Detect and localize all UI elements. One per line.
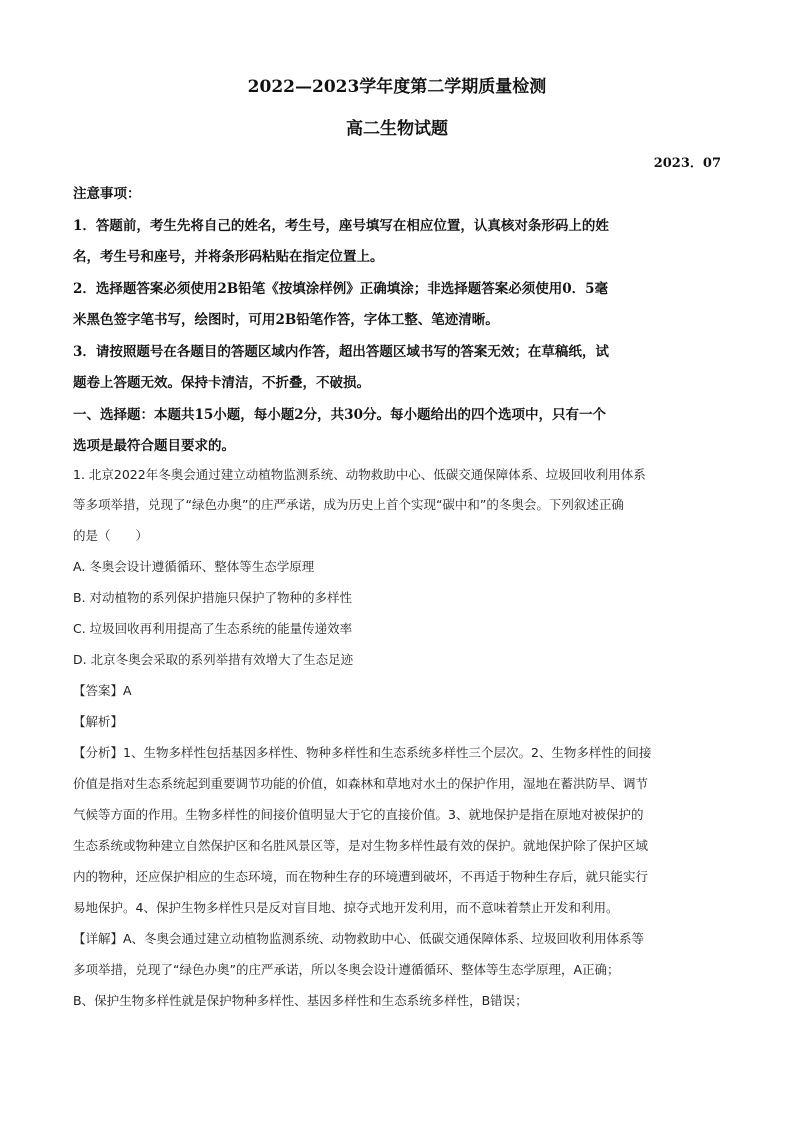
explanation-line: 价值是指对生态系统起到重要调节功能的价值，如森林和草地对水土的保护作用，湿地在蓄洪防旱、调节	[73, 776, 649, 791]
option-a: A. 冬奥会设计遵循循环、整体等生态学原理	[73, 559, 315, 574]
notice-line: 名，考生号和座号，并将条形码粘贴在指定位置上。	[73, 249, 384, 265]
question-stem: 等多项举措，兑现了“绿色办奥”的庄严承诺，成为历史上首个实现“碳中和”的冬奥会。下列叙述正确	[73, 497, 624, 512]
notice-line: 米黑色签字笔书写，绘图时，可用2B铅笔作答，字体工整、笔迹清晰。	[73, 312, 499, 328]
explanation-line: 气候等方面的作用。生物多样性的间接价值明显大于它的直接价值。3、就地保护是指在原地对被保护的	[73, 807, 644, 822]
section-heading: 选项是最符合题目要求的。	[73, 438, 235, 454]
explanation-line: 易地保护。4、保护生物多样性只是反对盲目地、掠夺式地开发利用，而不意味着禁止开发和利用。	[73, 900, 619, 915]
notice-line: 2．选择题答案必须使用2B铅笔《按填涂样例》正确填涂；非选择题答案必须使用0．5毫	[73, 281, 608, 297]
exam-date: 2023．07	[653, 156, 721, 171]
option-b: B. 对动植物的系列保护措施只保护了物种的多样性	[73, 590, 353, 605]
explanation-line: 生态系统或物种建立自然保护区和名胜风景区等，是对生物多样性最有效的保护。就地保护除了保护区域	[73, 838, 649, 853]
notice-line: 3．请按照题号在各题目的答题区域内作答，超出答题区域书写的答案无效；在草稿纸，试	[73, 344, 609, 360]
detail-line: 多项举措，兑现了“绿色办奥”的庄严承诺，所以冬奥会设计遵循循环、整体等生态学原理，A正确；	[73, 962, 620, 977]
exam-title: 2022—2023学年度第二学期质量检测	[247, 77, 547, 97]
analysis-label: 【解析】	[73, 714, 124, 729]
explanation-line: 内的物种，还应保护相应的生态环境，而在物种生存的环境遭到破坏，不再适于物种生存后，就只能实行	[73, 869, 649, 884]
explanation-line: 【分析】1、生物多样性包括基因多样性、物种多样性和生态系统多样性三个层次。2、生物多样性的间接	[73, 745, 652, 760]
notice-line: 题卷上答题无效。保持卡清洁，不折叠，不破损。	[73, 375, 370, 391]
option-d: D. 北京冬奥会采取的系列举措有效增大了生态足迹	[73, 652, 354, 667]
exam-subtitle: 高二生物试题	[346, 119, 448, 139]
notice-line: 1．答题前，考生先将自己的姓名，考生号，座号填写在相应位置，认真核对条形码上的姓	[73, 218, 609, 234]
section-heading: 一、选择题：本题共15小题，每小题2分，共30分。每小题给出的四个选项中，只有一个	[73, 407, 606, 423]
question-stem: 1. 北京2022年冬奥会通过建立动植物监测系统、动物救助中心、低碳交通保障体系、垃圾回收利用体系	[73, 467, 646, 482]
detail-line: B、保护生物多样性就是保护物种多样性、基因多样性和生态系统多样性，B错误；	[73, 993, 528, 1008]
answer: 【答案】A	[73, 683, 132, 698]
detail-line: 【详解】A、冬奥会通过建立动植物监测系统、动物救助中心、低碳交通保障体系、垃圾回收利用体系等	[73, 931, 645, 946]
notice-heading: 注意事项：	[73, 186, 141, 202]
question-stem: 的是（ ）	[73, 528, 149, 543]
option-c: C. 垃圾回收再利用提高了生态系统的能量传递效率	[73, 621, 353, 636]
